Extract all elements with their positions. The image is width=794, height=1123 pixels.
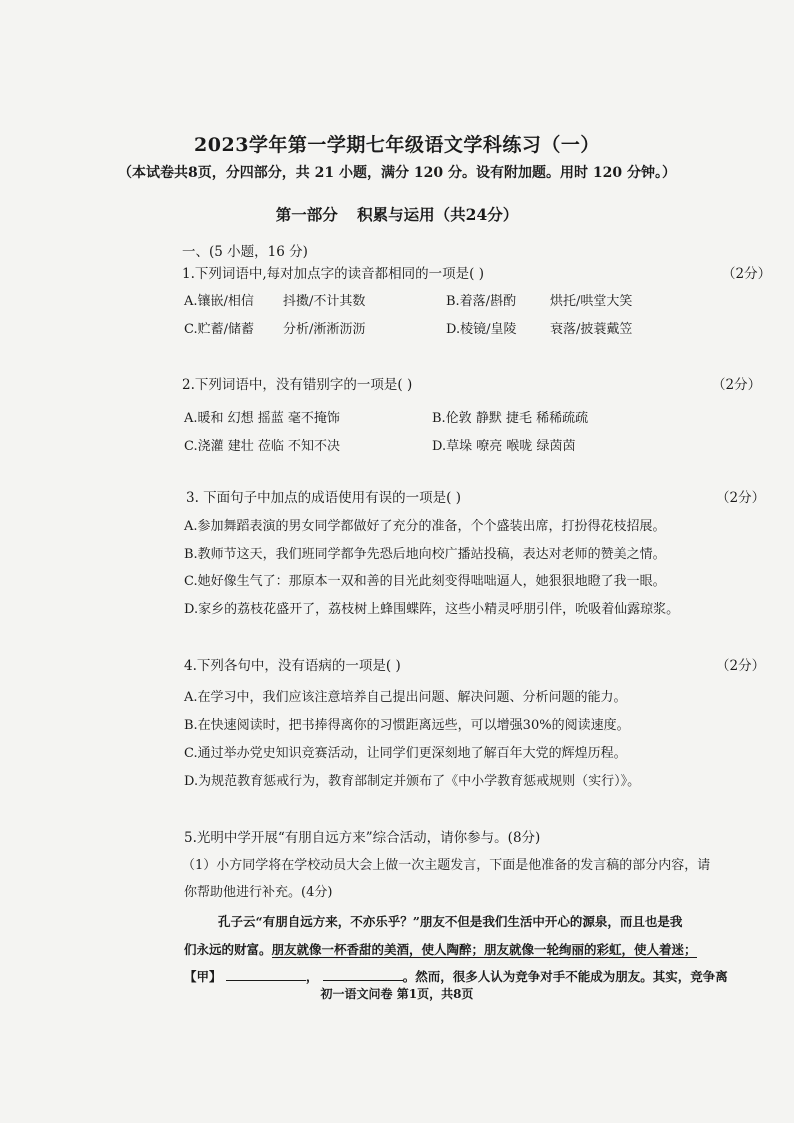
speech-text: 们永远的财富。 — [184, 942, 272, 957]
q1-option-d: D.棱镜/皇陵 — [446, 322, 517, 337]
q2-option-c: C.浇灌 建壮 莅临 不知不决 — [184, 439, 341, 454]
q3-option-d: D.家乡的荔枝花盛开了，荔枝树上蜂围蝶阵，这些小精灵呼朋引伴，吮吸着仙露琼浆。 — [184, 602, 680, 617]
q1-option-a-pair2: 抖擞/不计其数 — [283, 294, 366, 309]
q1-option-d-pair2: 衰落/披蓑戴笠 — [550, 322, 633, 337]
blank-label-jia: 【甲】 — [184, 969, 222, 984]
answer-blank-2[interactable] — [323, 968, 403, 981]
section-label: 一、(5 小题，16 分) — [182, 244, 308, 260]
part-heading: 第一部分 积累与运用（共24分） — [275, 205, 519, 224]
q1-option-a: A.镶嵌/相信 — [184, 294, 254, 309]
q2-option-d: D.草垛 嘹亮 喉咙 绿茵茵 — [432, 439, 576, 454]
q1-option-c: C.贮蓄/储蓄 — [184, 322, 254, 337]
q2-stem: 2.下列词语中，没有错别字的一项是( ) — [182, 377, 413, 393]
q2-score: （2分） — [712, 377, 762, 393]
q4-score: （2分） — [716, 658, 766, 674]
speech-para-line2 — [184, 940, 697, 958]
q1-score: （2分） — [722, 266, 772, 282]
exam-title: 2023学年第一学期七年级语文学科练习（一） — [194, 134, 600, 156]
underlined-metaphors: 朋友就像一杯香甜的美酒，使人陶醉；朋友就像一轮绚丽的彩虹，使人着迷； — [271, 942, 697, 957]
page-footer: 初一语文问卷 第1页，共8页 — [320, 987, 474, 1001]
q4-option-a: A.在学习中，我们应该注意培养自己提出问题、解决问题、分析问题的能力。 — [184, 690, 627, 705]
q2-option-a: A.暖和 幻想 摇蓝 毫不掩饰 — [184, 411, 340, 426]
q3-score: （2分） — [716, 490, 766, 506]
speech-text-continued: 。然而，很多人认为竞争对手不能成为朋友。其实，竞争离 — [402, 969, 728, 984]
speech-para-line3 — [184, 967, 728, 985]
q2-option-b: B.伦敦 静默 捷毛 稀稀疏疏 — [432, 411, 589, 426]
answer-blank-1[interactable] — [226, 968, 306, 981]
q3-option-b: B.教师节这天，我们班同学都争先恐后地向校广播站投稿，表达对老师的赞美之情。 — [184, 547, 666, 562]
q4-option-d: D.为规范教育惩戒行为，教育部制定并颁布了《中小学教育惩戒规则（实行）》。 — [184, 774, 641, 789]
q1-stem: 1.下列词语中,每对加点字的读音都相同的一项是( ) — [182, 266, 484, 282]
q5-stem: 5.光明中学开展“有朋自远方来”综合活动，请你参与。(8分) — [184, 830, 541, 846]
q3-option-c: C.她好像生气了：那原本一双和善的目光此刻变得咄咄逼人，她狠狠地瞪了我一眼。 — [184, 574, 666, 589]
exam-instructions: （本试卷共8页，分四部分，共 21 小题，满分 120 分。设有附加题。用时 120 分钟。） — [118, 165, 676, 181]
speech-para-line1: 孔子云“有朋自远方来，不亦乐乎？”朋友不但是我们生活中开心的源泉，而且也是我 — [218, 914, 683, 929]
q5-sub1-line2: 你帮助他进行补充。(4分) — [184, 885, 333, 900]
q1-option-b-pair2: 烘托/哄堂大笑 — [550, 294, 633, 309]
q1-option-c-pair2: 分析/淅淅沥沥 — [283, 322, 366, 337]
q4-stem: 4.下列各句中，没有语病的一项是( ) — [184, 658, 401, 674]
q5-sub1-line1: （1）小方同学将在学校动员大会上做一次主题发言，下面是他准备的发言稿的部分内容，请 — [182, 858, 711, 873]
q4-option-b: B.在快速阅读时，把书捧得离你的习惯距离远些，可以增强30%的阅读速度。 — [184, 718, 630, 733]
comma: ， — [305, 969, 319, 984]
q3-stem: 3. 下面句子中加点的成语使用有误的一项是( ) — [186, 490, 461, 506]
q1-option-b: B.着落/斟酌 — [446, 294, 517, 309]
q3-option-a: A.参加舞蹈表演的男女同学都做好了充分的准备，个个盛装出席，打扮得花枝招展。 — [184, 519, 666, 534]
q4-option-c: C.通过举办党史知识竞赛活动，让同学们更深刻地了解百年大党的辉煌历程。 — [184, 746, 627, 761]
